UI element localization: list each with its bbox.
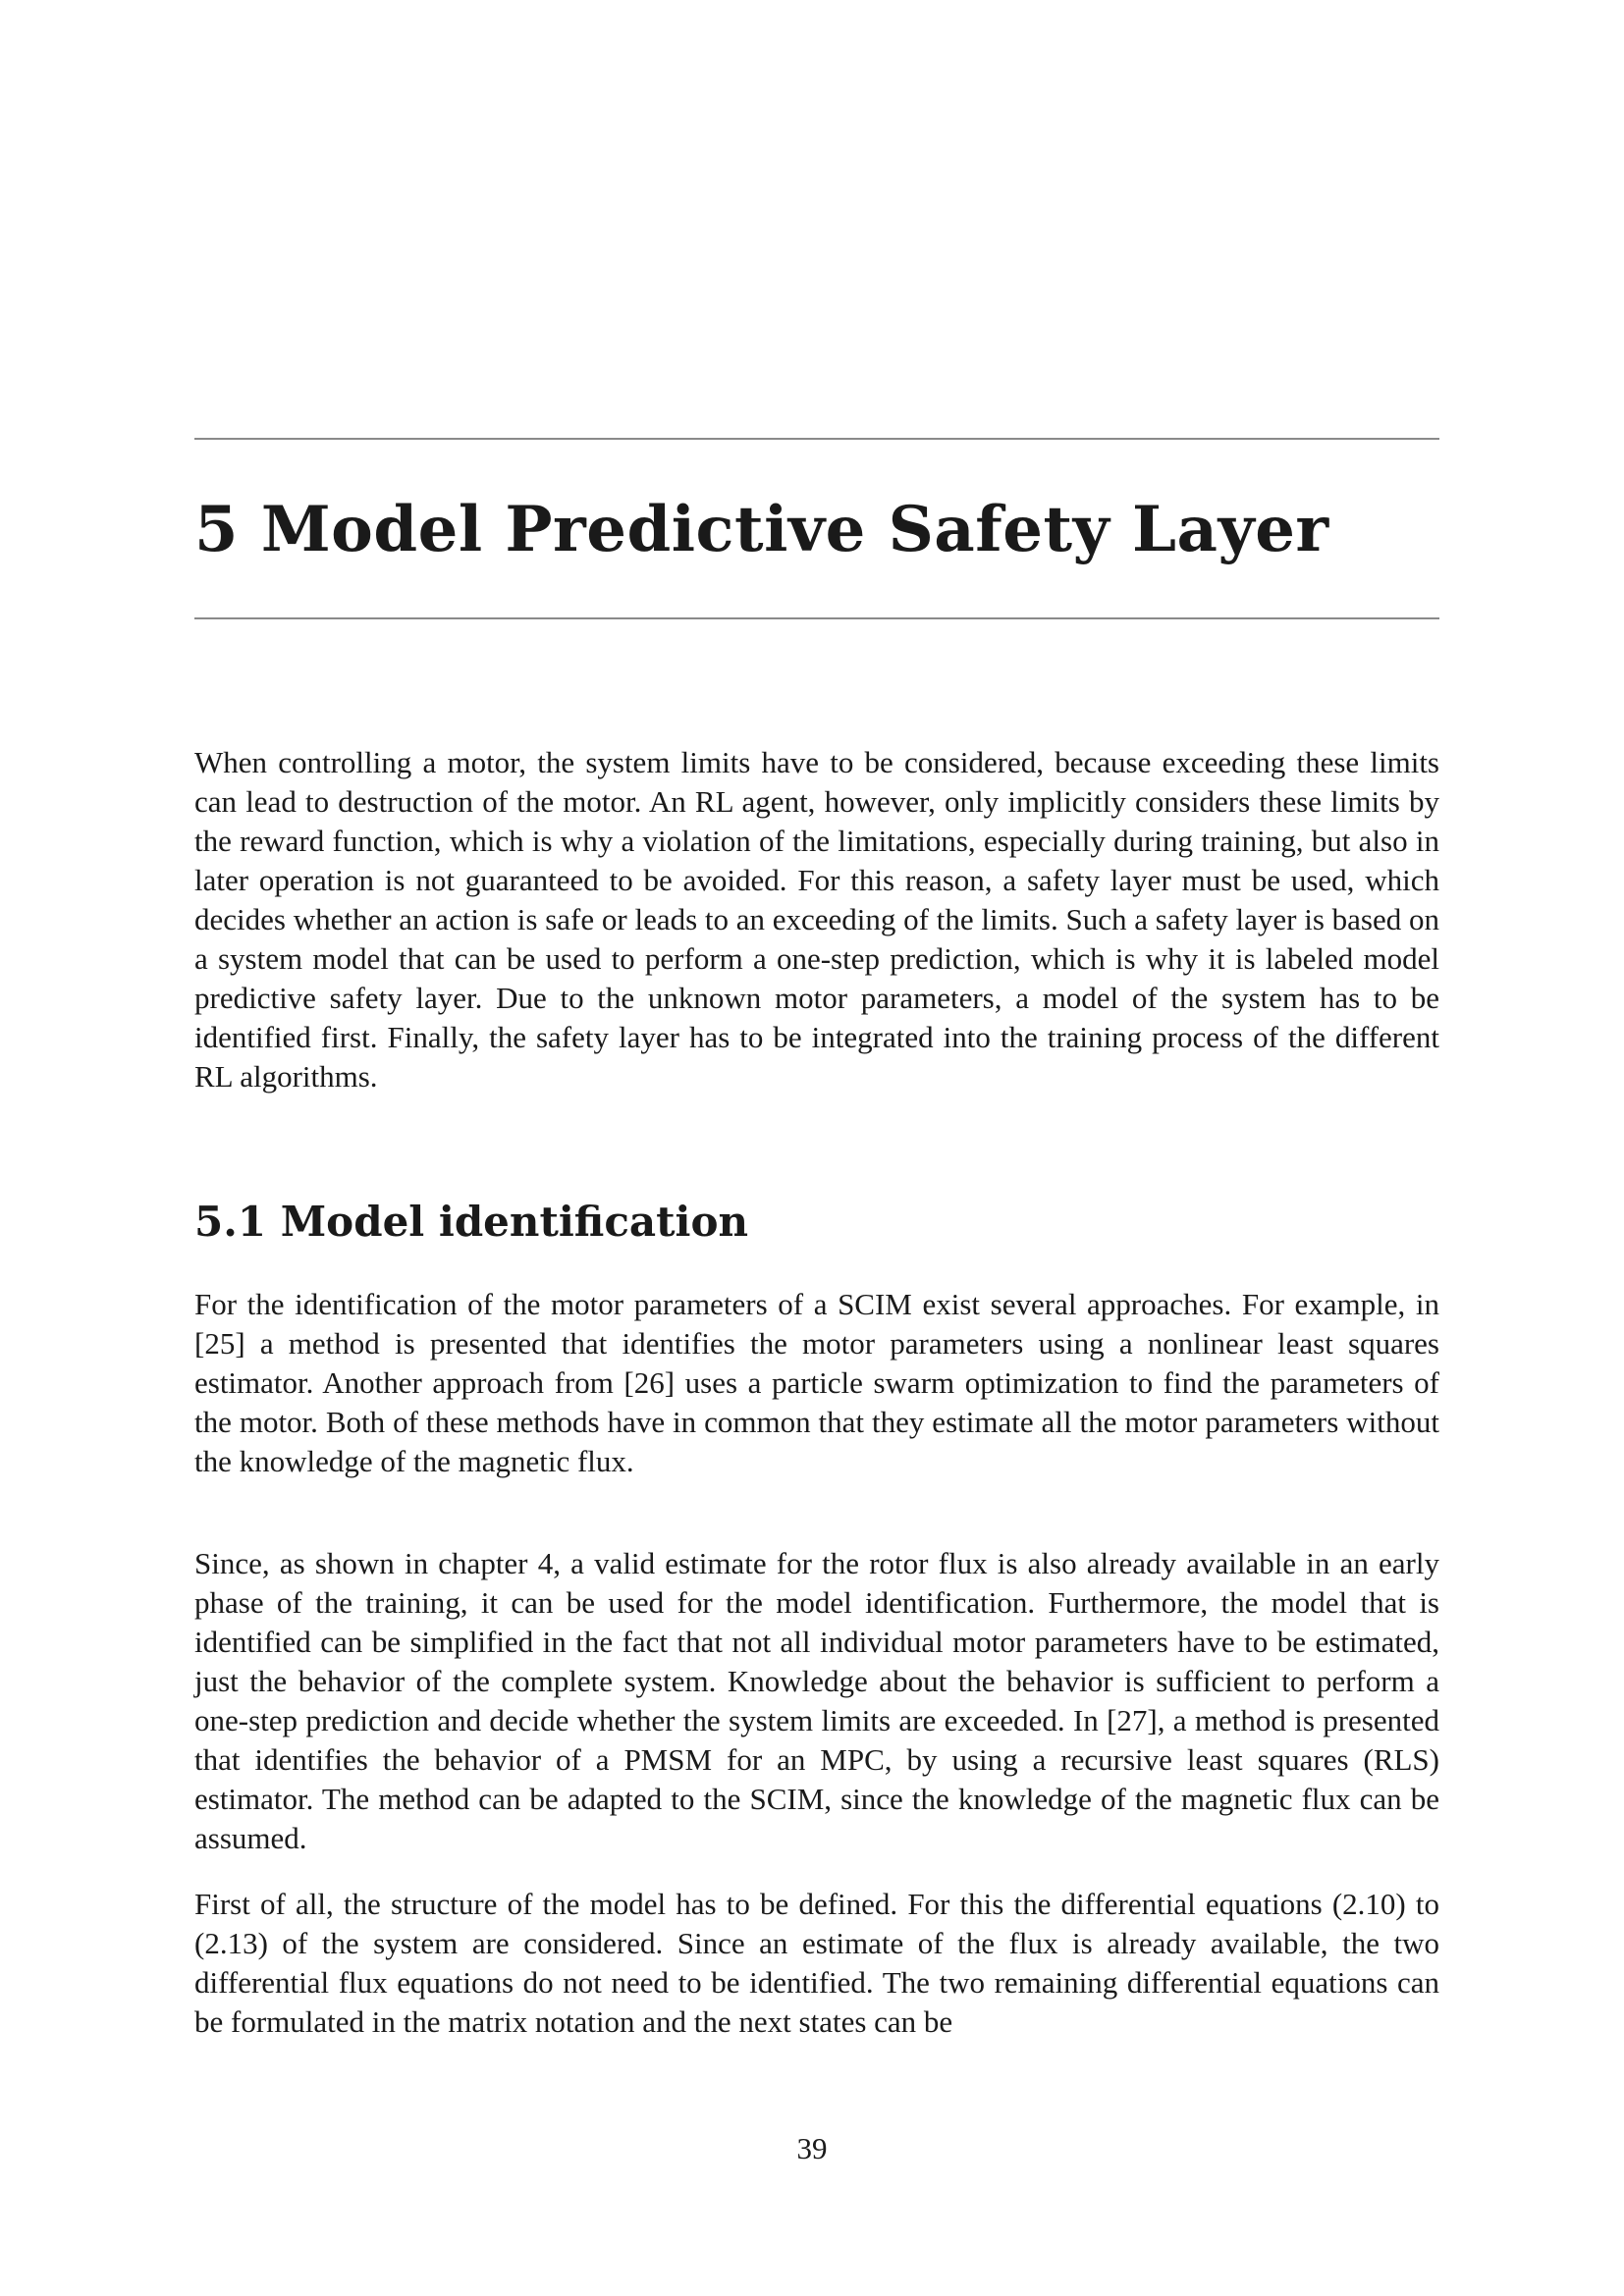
chapter-title: 5 Model Predictive Safety Layer	[194, 493, 1329, 566]
section-title: 5.1 Model identification	[194, 1198, 749, 1246]
section-paragraph-3: First of all, the structure of the model has to be defined. For this the differential equations (2.10) to (2.13) of the system are considered. Since an estimate of the flux is already available, the two differential flux equations do not need to be identified. The two remaining differential equations can be formulated in the matrix notation and the next states can be	[194, 1887, 1439, 2039]
chapter-top-rule	[194, 438, 1439, 440]
chapter-bottom-rule	[194, 617, 1439, 619]
page-number: 39	[796, 2131, 828, 2165]
section-paragraph-2: Since, as shown in chapter 4, a valid estimate for the rotor flux is also already available in an early phase of the training, it can be used for the model identification. Furthermore, the model that is identified can be simplified in the fact that not all individual motor parameters have to be estimated, just the behavior of the complete system. Knowledge about the behavior is sufficient to perform a one-step prediction and decide whether the system limits are exceeded. In [27], a method is presented that identifies the behavior of a PMSM for an MPC, by using a recursive least squares (RLS) estimator. The method can be adapted to the SCIM, since the knowledge of the magnetic flux can be assumed.	[194, 1546, 1439, 1855]
intro-paragraph: When controlling a motor, the system limits have to be considered, because exceeding these limits can lead to destruction of the motor. An RL agent, however, only implicitly considers these limits by the reward function, which is why a violation of the limitations, especially during training, but also in later operation is not guaranteed to be avoided. For this reason, a safety layer must be used, which decides whether an action is safe or leads to an exceeding of the limits. Such a safety layer is based on a system model that can be used to perform a one-step prediction, which is why it is labeled model predictive safety layer. Due to the unknown motor parameters, a model of the system has to be identified first. Finally, the safety layer has to be integrated into the training process of the different RL algorithms.	[194, 745, 1439, 1094]
section-paragraph-1: For the identification of the motor parameters of a SCIM exist several approaches. For example, in [25] a method is presented that identifies the motor parameters using a nonlinear least squares estimator. Another approach from [26] uses a particle swarm optimization to find the parameters of the motor. Both of these methods have in common that they estimate all the motor parameters without the knowledge of the magnetic flux.	[194, 1287, 1439, 1478]
